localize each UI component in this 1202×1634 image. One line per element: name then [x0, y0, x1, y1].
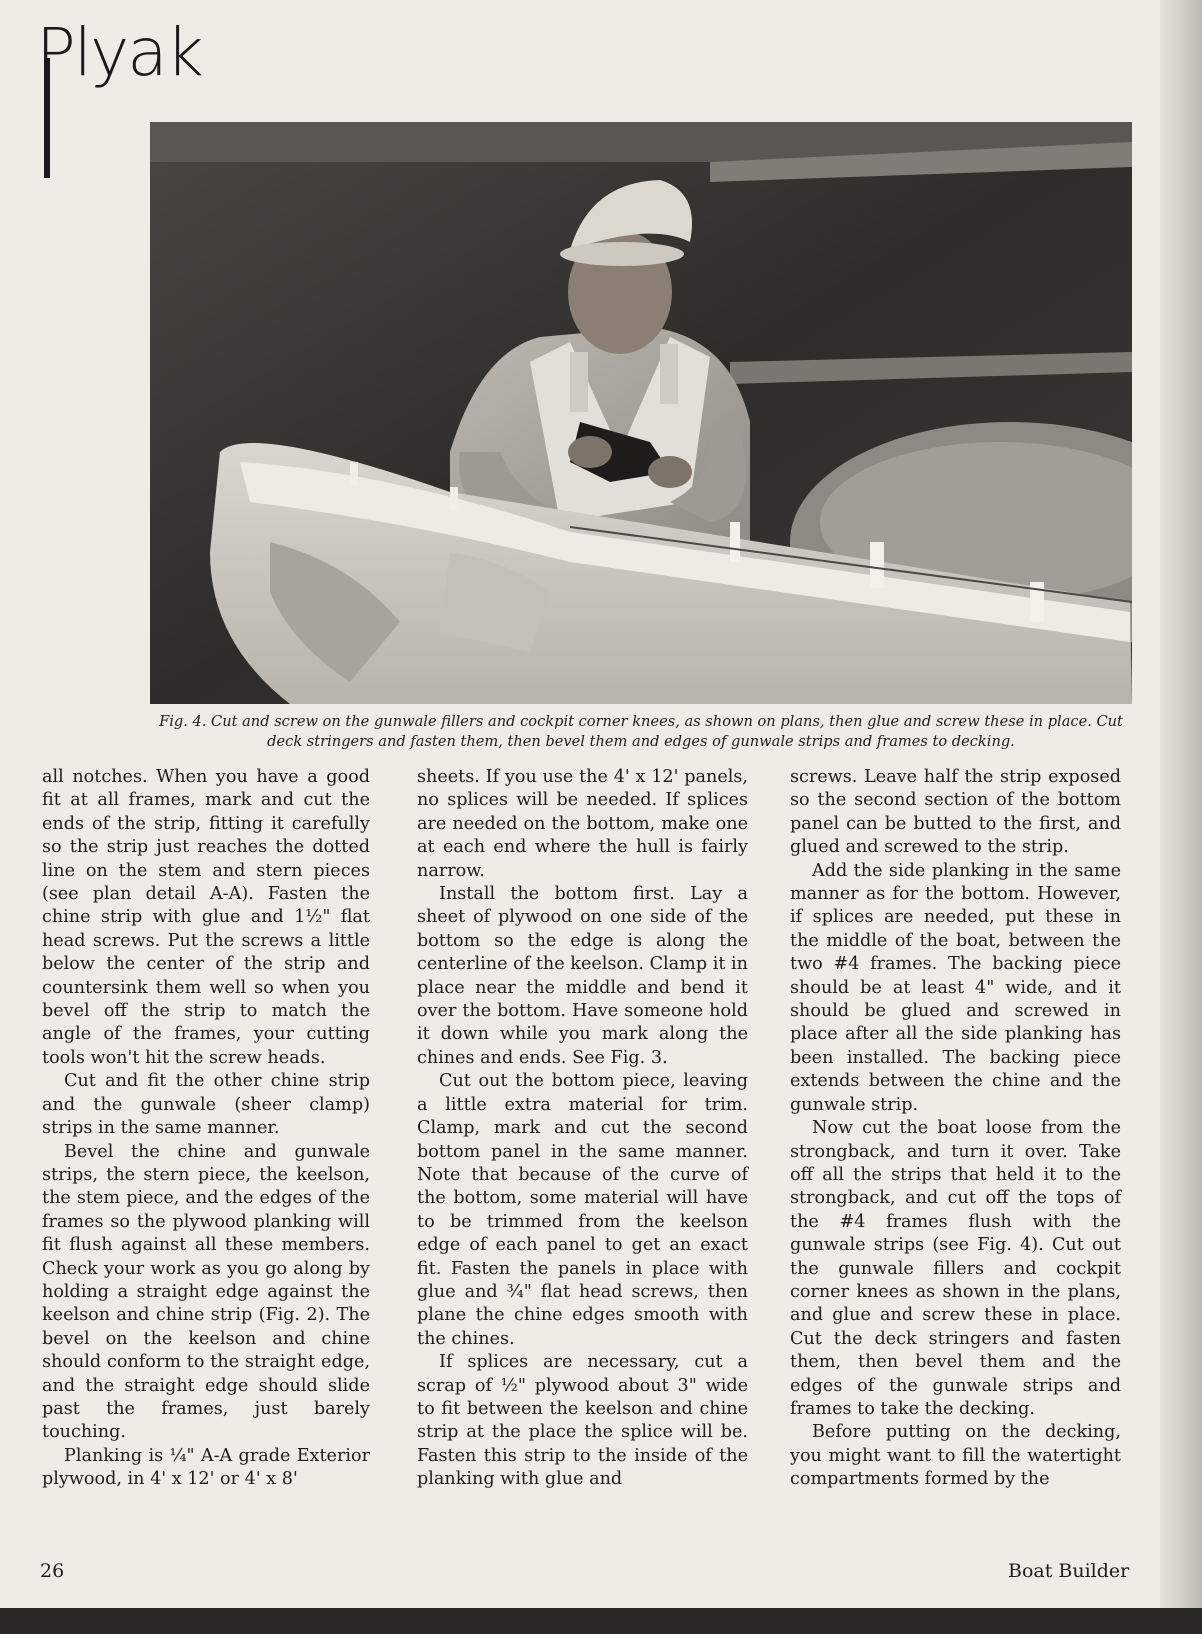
paragraph: If splices are necessary, cut a scrap of ½" plywood about 3" wide to fit between the keelson and chine strip at the place the splice will be. Fasten this strip to the inside of the planking with glue and [417, 1352, 748, 1490]
text-column-2 [417, 766, 748, 1492]
paragraph: Add the side planking in the same manner as for the bottom. However, if splices are needed, put these in the middle of the boat, between the two #4 frames. The backing piece should be at least 4" wide, and it should be glued and screwed in place after all the side planking has been installed. The backing piece extends between the chine and the gunwale strip. [790, 860, 1121, 1115]
paragraph: Cut out the bottom piece, leaving a little extra material for trim. Clamp, mark and cut the second bottom panel in the same manner. Note that because of the curve of the bottom, some material will have to be trimmed from the keelson edge of each panel to get an exact fit. Fasten the panels in place with glue and ¾" flat head screws, then plane the chine edges smooth with the chines. [417, 1071, 748, 1349]
paragraph: screws. Leave half the strip exposed so the second section of the bottom panel can be butted to the first, and glued and screwed to the strip. [790, 767, 1121, 858]
text-column-1 [42, 766, 370, 1492]
publication-name: Boat Builder [1008, 1560, 1130, 1582]
figure-caption: Fig. 4. Cut and screw on the gunwale fillers and cockpit corner knees, as shown on plans, then glue and screw these in place. Cut deck stringers and fasten them, then bevel them and edges of gunwale strips and frames to decking. [159, 713, 1123, 750]
text-column-3 [790, 766, 1121, 1492]
paragraph: Before putting on the decking, you might want to fill the watertight compartments formed by the [790, 1422, 1121, 1490]
page-title: Plyak [36, 14, 202, 91]
paragraph: Planking is ¼" A-A grade Exterior plywood, in 4' x 12' or 4' x 8' [42, 1445, 370, 1490]
paragraph: Bevel the chine and gunwale strips, the stern piece, the keelson, the stem piece, and the edges of the frames so the plywood planking will fit flush against all these members. Check your work as you go along by holding a straight edge against the keelson and chine strip (Fig. 2). The bevel on the keelson and chine should conform to the straight edge, and the straight edge should slide past the frames, just barely touching. [42, 1141, 370, 1443]
paragraph: Install the bottom first. Lay a sheet of plywood on one side of the bottom so the edge is along the centerline of the keelson. Clamp it in place near the middle and bend it over the bottom. Have someone hold it down while you mark along the chines and ends. See Fig. 3. [417, 884, 748, 1068]
scan-bottom-edge [0, 1608, 1202, 1634]
paragraph: sheets. If you use the 4' x 12' panels, no splices will be needed. If splices are needed on the bottom, make one at each end where the hull is fairly narrow. [417, 767, 748, 881]
photo-builder-planing-kayak [150, 122, 1132, 704]
photo-illustration [150, 122, 1132, 704]
paragraph: all notches. When you have a good fit at all frames, mark and cut the ends of the strip, fitting it carefully so the strip just reaches the dotted line on the stem and stern pieces (see plan detail A-A). Fasten the chine strip with glue and 1½" flat head screws. Put the screws a little below the center of the strip and countersink them well so when you bevel off the strip to match the angle of the frames, your cutting tools won't hit the screw heads. [42, 767, 370, 1068]
paragraph: Cut and fit the other chine strip and the gunwale (sheer clamp) strips in the same manner. [42, 1071, 370, 1139]
page-edge-shadow [1160, 0, 1202, 1634]
paragraph: Now cut the boat loose from the strongback, and turn it over. Take off all the strips that held it to the strongback, and cut off the tops of the #4 frames flush with the gunwale strips (see Fig. 4). Cut out the gunwale fillers and cockpit corner knees as shown in the plans, and glue and screw these in place. Cut the deck stringers and fasten them, then bevel them and the edges of the gunwale strips and frames to take the decking. [790, 1118, 1121, 1419]
page-number: 26 [40, 1560, 65, 1582]
